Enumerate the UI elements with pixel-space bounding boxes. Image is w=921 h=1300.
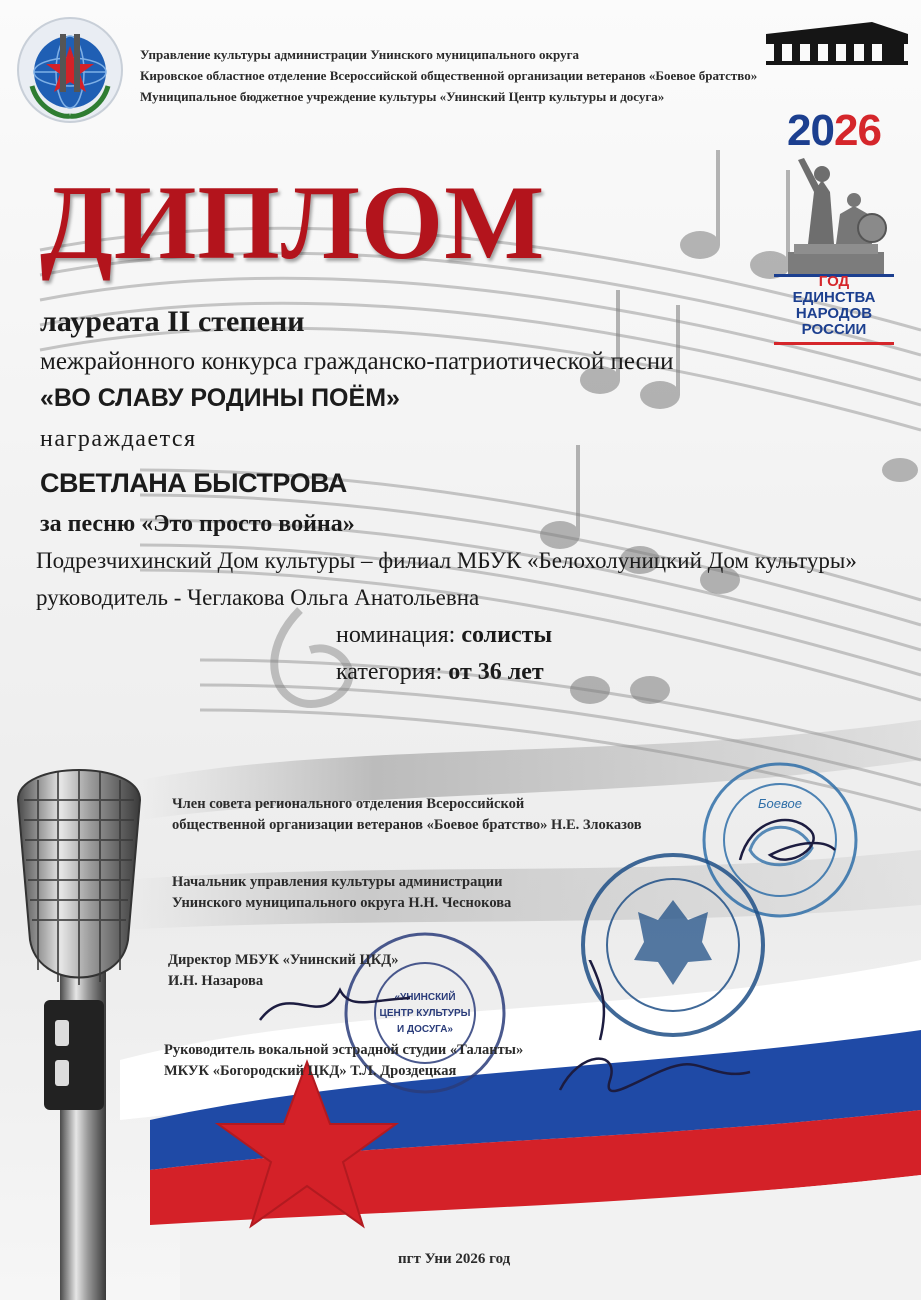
organizer-line: Кировское областное отделение Всероссийской общественной организации ветеранов «Боевое братство» — [140, 68, 758, 83]
laureate-degree: лауреата II степени — [40, 305, 305, 338]
logo-word: ГОД — [818, 273, 850, 290]
signature-block-council-member — [172, 794, 642, 836]
contest-name: «ВО СЛАВУ РОДИНЫ ПОЁМ» — [40, 384, 400, 412]
logo-year-right: 26 — [834, 106, 881, 155]
signature-line: Директор МБУК «Унинский ЦКД» — [168, 952, 399, 968]
organizer-line: Муниципальное бюджетное учреждение культуры «Унинский Центр культуры и досуга» — [140, 89, 665, 104]
song-title: за песню «Это просто война» — [40, 511, 355, 537]
logo-underline — [774, 342, 894, 345]
logo-word: НАРОДОВ — [795, 305, 873, 322]
combat-brotherhood-emblem — [16, 16, 124, 124]
signature-line: общественной организации ветеранов «Боевое братство» Н.Е. Злоказов — [172, 817, 642, 833]
logo-word: ЕДИНСТВА — [792, 289, 876, 306]
nomination-value: солисты — [461, 622, 553, 648]
signature-line: Руководитель вокальной эстрадной студии «Таланты» — [164, 1042, 524, 1058]
logo-year — [774, 106, 894, 156]
culture-center-building-icon — [762, 12, 912, 66]
contest-description: межрайонного конкурса гражданско-патриотической песни — [40, 348, 674, 375]
logo-year-left: 20 — [787, 106, 834, 155]
category-line — [336, 657, 544, 687]
microphone-illustration — [18, 770, 140, 1300]
year-of-unity-logo — [774, 106, 894, 350]
organizer-line: Управление культуры администрации Унинского муниципального округа — [140, 47, 579, 62]
signature-block-culture-head — [172, 872, 511, 914]
stamp-text: ЦЕНТР КУЛЬТУРЫ — [379, 1008, 471, 1019]
signature-line: Унинского муниципального округа Н.Н. Чеснокова — [172, 895, 512, 911]
place-and-year: пгт Уни 2026 год — [398, 1251, 511, 1267]
stamp-text: И ДОСУГА» — [396, 1024, 454, 1035]
signature-line: Начальник управления культуры администрации — [172, 874, 503, 890]
recipient-name: СВЕТЛАНА БЫСТРОВА — [40, 468, 347, 498]
category-label: категория: — [336, 659, 449, 685]
signature-block-studio-leader — [164, 1040, 523, 1082]
awarded-label: награждается — [40, 426, 197, 452]
signature-line: И.Н. Назарова — [168, 973, 264, 989]
logo-word: РОССИИ — [801, 321, 867, 338]
signature-line: МКУК «Богородский ЦКД» Т.Л. Дроздецкая — [164, 1063, 457, 1079]
diploma-title: ДИПЛОМ — [40, 164, 546, 281]
logo-words — [774, 274, 894, 338]
signature-zlokazov — [730, 800, 840, 880]
organizers-list — [140, 44, 757, 107]
leader-line: руководитель - Чеглакова Ольга Анатольевна — [36, 585, 480, 610]
nomination-label: номинация: — [336, 622, 462, 648]
nomination-line — [336, 620, 552, 650]
venue-line: Подрезчихинский Дом культуры – филиал МБУК «Белохолуницкий Дом культуры» — [36, 548, 857, 573]
signature-line: Член совета регионального отделения Всероссийской — [172, 796, 525, 812]
category-value: от 36 лет — [448, 659, 544, 685]
signature-block-director — [168, 950, 399, 992]
stamp-text: Боевое — [758, 796, 802, 811]
minin-pozharsky-monument-icon — [774, 152, 894, 276]
stamp-text: «УНИНСКИЙ — [394, 992, 456, 1003]
